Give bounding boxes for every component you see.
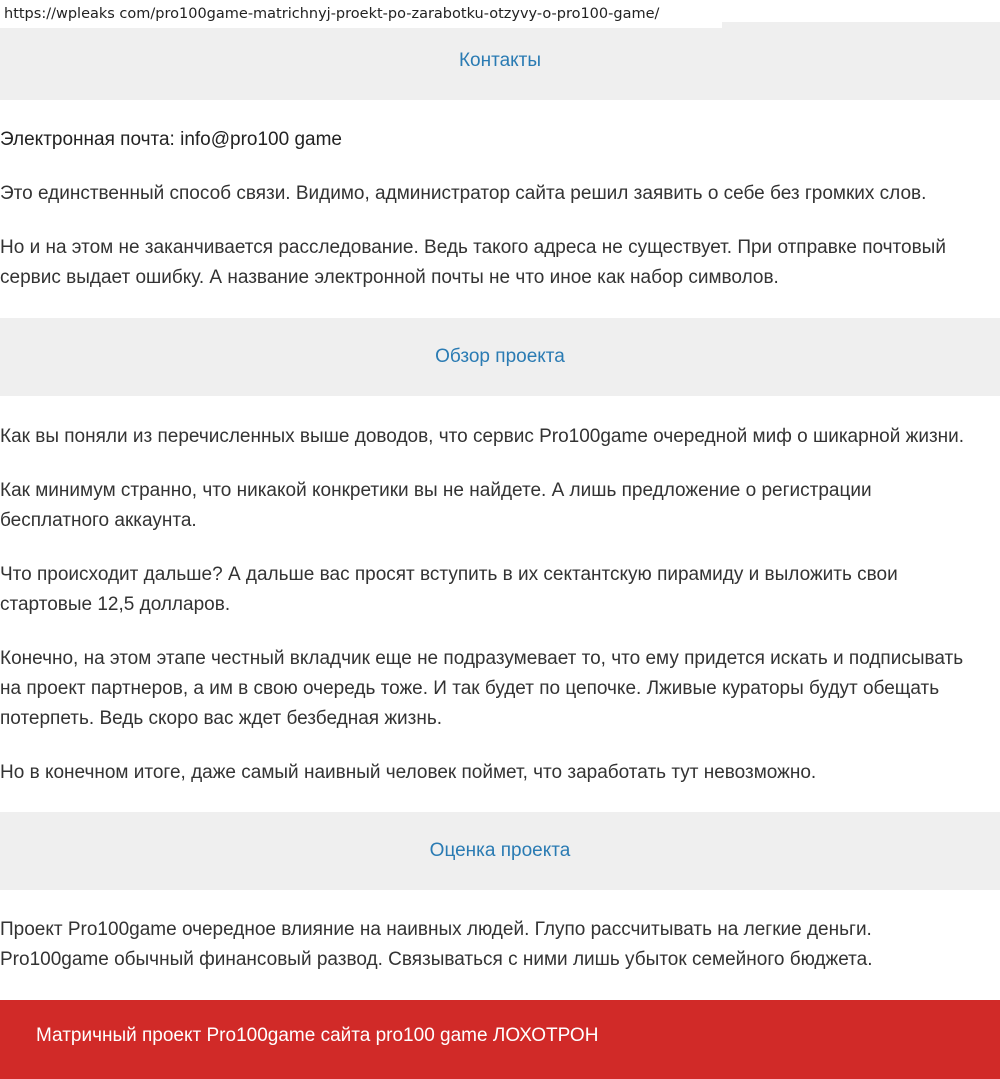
overview-paragraph-line: Что происходит дальше? А дальше вас просят вступить в их сектантскую пирамиду и выложить свои [0, 564, 898, 585]
contacts-paragraph: Это единственный способ связи. Видимо, администратор сайта решил заявить о себе без громких слов. [0, 183, 927, 204]
section-heading-rating: Оценка проекта [0, 812, 1000, 890]
source-url: https://wpleaks com/pro100game-matrichnyj-proekt-po-zarabotku-otzyvy-o-pro100-game/ [0, 0, 722, 28]
overview-paragraph: Но в конечном итоге, даже самый наивный человек поймет, что заработать тут невозможно. [0, 762, 817, 783]
overview-paragraph-line: на проект партнеров, а им в свою очередь тоже. И так будет по цепочке. Лживые кураторы будут обещать [0, 678, 940, 699]
contacts-paragraph-line: Но и на этом не заканчивается расследование. Ведь такого адреса не существует. При отправке почтовый [0, 237, 946, 258]
section-heading-contacts: Контакты [0, 22, 1000, 100]
overview-paragraph-line: стартовые 12,5 долларов. [0, 594, 231, 615]
overview-paragraph-line: Как минимум странно, что никакой конкретики вы не найдете. А лишь предложение о регистрации [0, 480, 872, 501]
overview-paragraph: Как вы поняли из перечисленных выше доводов, что сервис Pro100game очередной миф о шикарной жизни. [0, 426, 965, 447]
verdict-banner: Матричный проект Pro100game сайта pro100 game ЛОХОТРОН [0, 1000, 1000, 1079]
overview-paragraph-line: потерпеть. Ведь скоро вас ждет безбедная жизнь. [0, 708, 443, 729]
overview-paragraph-line: Конечно, на этом этапе честный вкладчик еще не подразумевает то, что ему придется искать и подписывать [0, 648, 964, 669]
rating-paragraph-line: Pro100game обычный финансовый развод. Связываться с ними лишь убыток семейного бюджета. [0, 949, 873, 970]
overview-paragraph-line: бесплатного аккаунта. [0, 510, 197, 531]
section-heading-overview: Обзор проекта [0, 318, 1000, 396]
contacts-email-line: Электронная почта: info@pro100 game [0, 129, 342, 150]
rating-paragraph-line: Проект Pro100game очередное влияние на наивных людей. Глупо рассчитывать на легкие деньги. [0, 919, 872, 940]
contacts-paragraph-line: сервис выдает ошибку. А название электронной почты не что иное как набор символов. [0, 267, 779, 288]
